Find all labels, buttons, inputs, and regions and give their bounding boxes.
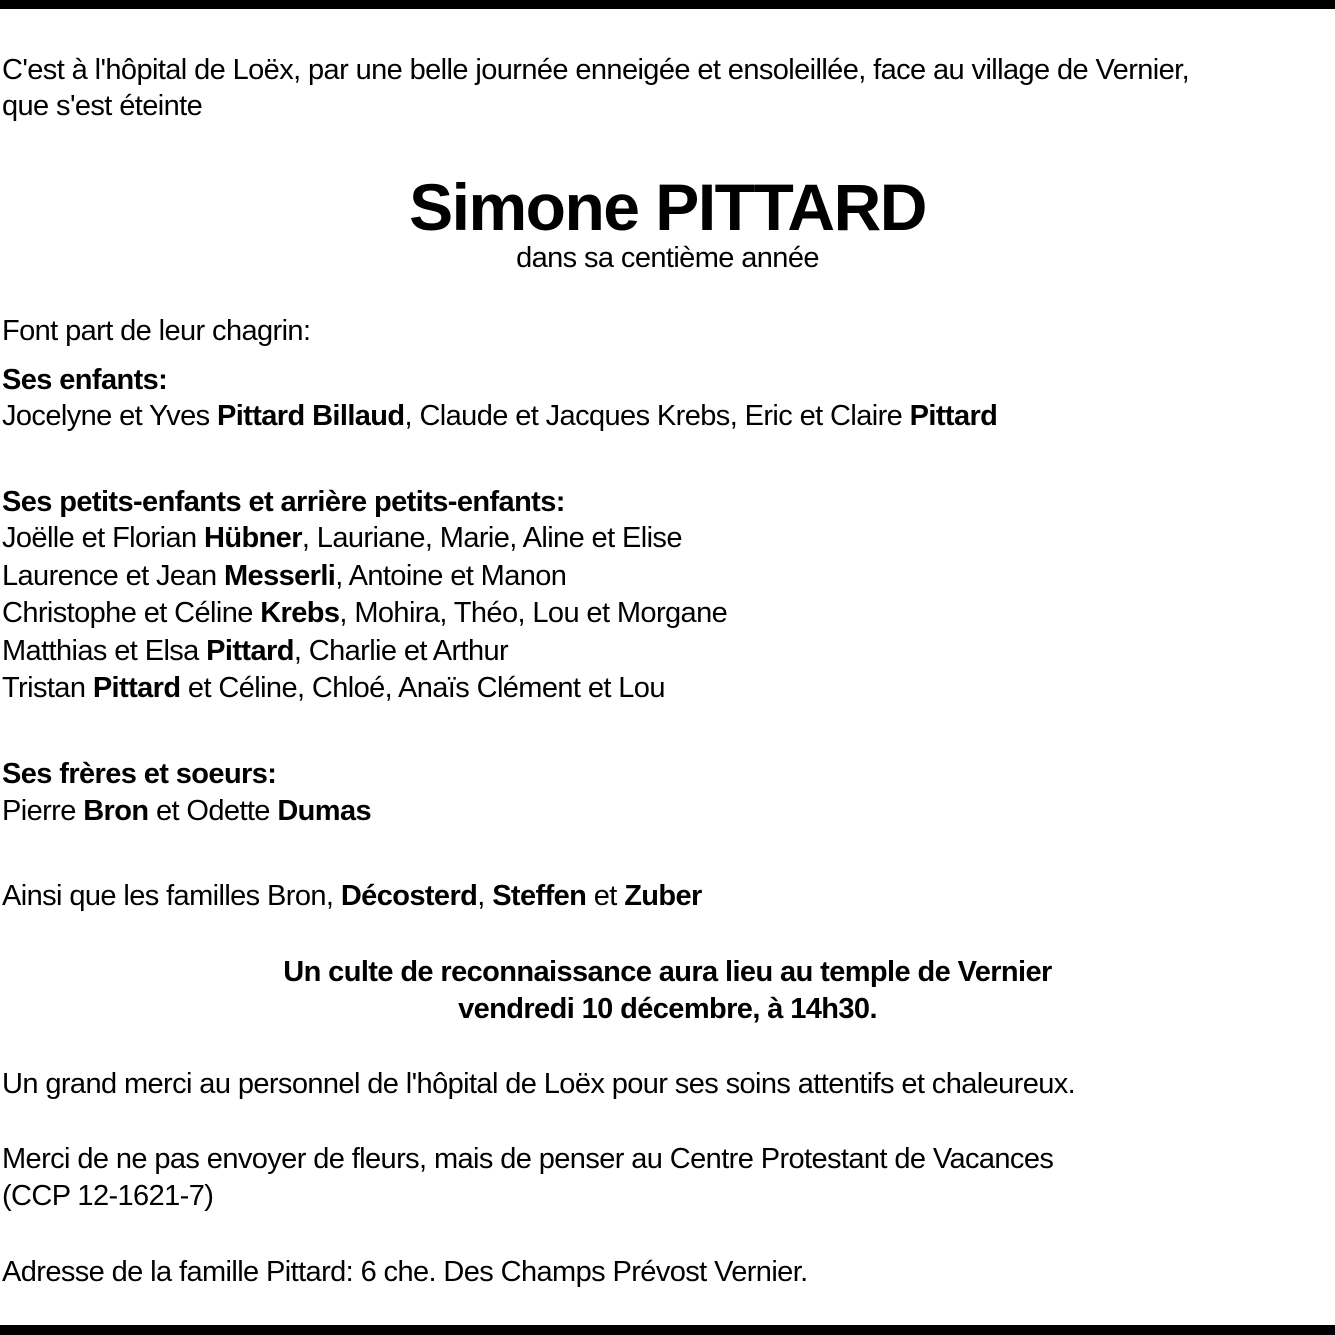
families-line <box>2 878 702 914</box>
service-text-2: vendredi 10 décembre, à 14h30. <box>458 993 877 1025</box>
grandchildren-text: , Mohira, Théo, Lou et Morgane <box>339 597 728 629</box>
children-text-1: Jocelyne et Yves <box>2 400 217 432</box>
grandchildren-text: , Charlie et Arthur <box>293 635 509 667</box>
top-border-rule <box>0 0 1335 9</box>
grandchildren-line <box>2 595 727 631</box>
siblings-text-2: et Odette <box>148 795 278 827</box>
grandchildren-heading <box>2 484 565 520</box>
service-line-1 <box>0 954 1335 990</box>
families-surname-3: Zuber <box>624 880 702 912</box>
families-surname-2: Steffen <box>492 880 587 912</box>
grandchildren-text: Laurence et Jean <box>2 560 224 592</box>
children-line <box>2 398 997 434</box>
siblings-line <box>2 793 371 829</box>
grandchildren-surname: Hübner <box>203 522 302 554</box>
grandchildren-text: et Céline, Chloé, Anaïs Clément et Lou <box>180 672 665 704</box>
flowers-line-1: Merci de ne pas envoyer de fleurs, mais de penser au Centre Protestant de Vacances <box>2 1143 1054 1175</box>
grandchildren-text: Tristan <box>2 672 93 704</box>
children-heading-text: Ses enfants: <box>2 364 168 396</box>
siblings-text-1: Pierre <box>2 795 84 827</box>
deceased-age-line: dans sa centième année <box>516 242 819 274</box>
service-text-1: Un culte de reconnaissance aura lieu au temple de Vernier <box>283 956 1052 988</box>
grandchildren-surname: Messerli <box>223 560 336 592</box>
grandchildren-text: , Lauriane, Marie, Aline et Elise <box>301 522 682 554</box>
grandchildren-surname: Pittard <box>92 672 181 704</box>
grandchildren-line <box>2 633 508 669</box>
siblings-heading <box>2 756 276 792</box>
flowers-line-2: (CCP 12-1621-7) <box>2 1180 214 1212</box>
children-surname-1: Pittard Billaud <box>216 400 405 432</box>
address-line: Adresse de la famille Pittard: 6 che. Des Champs Prévost Vernier. <box>2 1256 808 1288</box>
service-line-2 <box>0 991 1335 1027</box>
grandchildren-line <box>2 520 682 556</box>
grandchildren-line <box>2 558 566 594</box>
grandchildren-text: Matthias et Elsa <box>2 635 207 667</box>
grandchildren-heading-text: Ses petits-enfants et arrière petits-enfants: <box>2 486 565 518</box>
families-text-1: Ainsi que les familles Bron, <box>2 880 341 912</box>
grandchildren-text: Joëlle et Florian <box>2 522 204 554</box>
children-surname-2: Pittard <box>909 400 998 432</box>
siblings-heading-text: Ses frères et soeurs: <box>2 758 277 790</box>
families-text-3: et <box>586 880 625 912</box>
grandchildren-surname: Krebs <box>260 597 340 629</box>
grandchildren-text: Christophe et Céline <box>2 597 261 629</box>
deceased-name: Simone PITTARD <box>409 170 926 244</box>
families-surname-1: Décosterd <box>340 880 478 912</box>
bottom-border-rule <box>0 1325 1335 1335</box>
siblings-surname-2: Dumas <box>277 795 372 827</box>
intro-line-2: que s'est éteinte <box>2 90 203 122</box>
font-part-line: Font part de leur chagrin: <box>2 315 311 347</box>
grandchildren-surname: Pittard <box>206 635 294 667</box>
families-text-2: , <box>477 880 493 912</box>
children-heading <box>2 362 167 398</box>
intro-line-1: C'est à l'hôpital de Loëx, par une belle journée enneigée et ensoleillée, face au village de Vernier, <box>2 54 1190 86</box>
grandchildren-text: , Antoine et Manon <box>335 560 567 592</box>
grandchildren-line <box>2 670 665 706</box>
siblings-surname-1: Bron <box>83 795 149 827</box>
children-text-2: , Claude et Jacques Krebs, Eric et Claire <box>404 400 910 432</box>
thanks-line: Un grand merci au personnel de l'hôpital de Loëx pour ses soins attentifs et chaleureux. <box>2 1068 1076 1100</box>
